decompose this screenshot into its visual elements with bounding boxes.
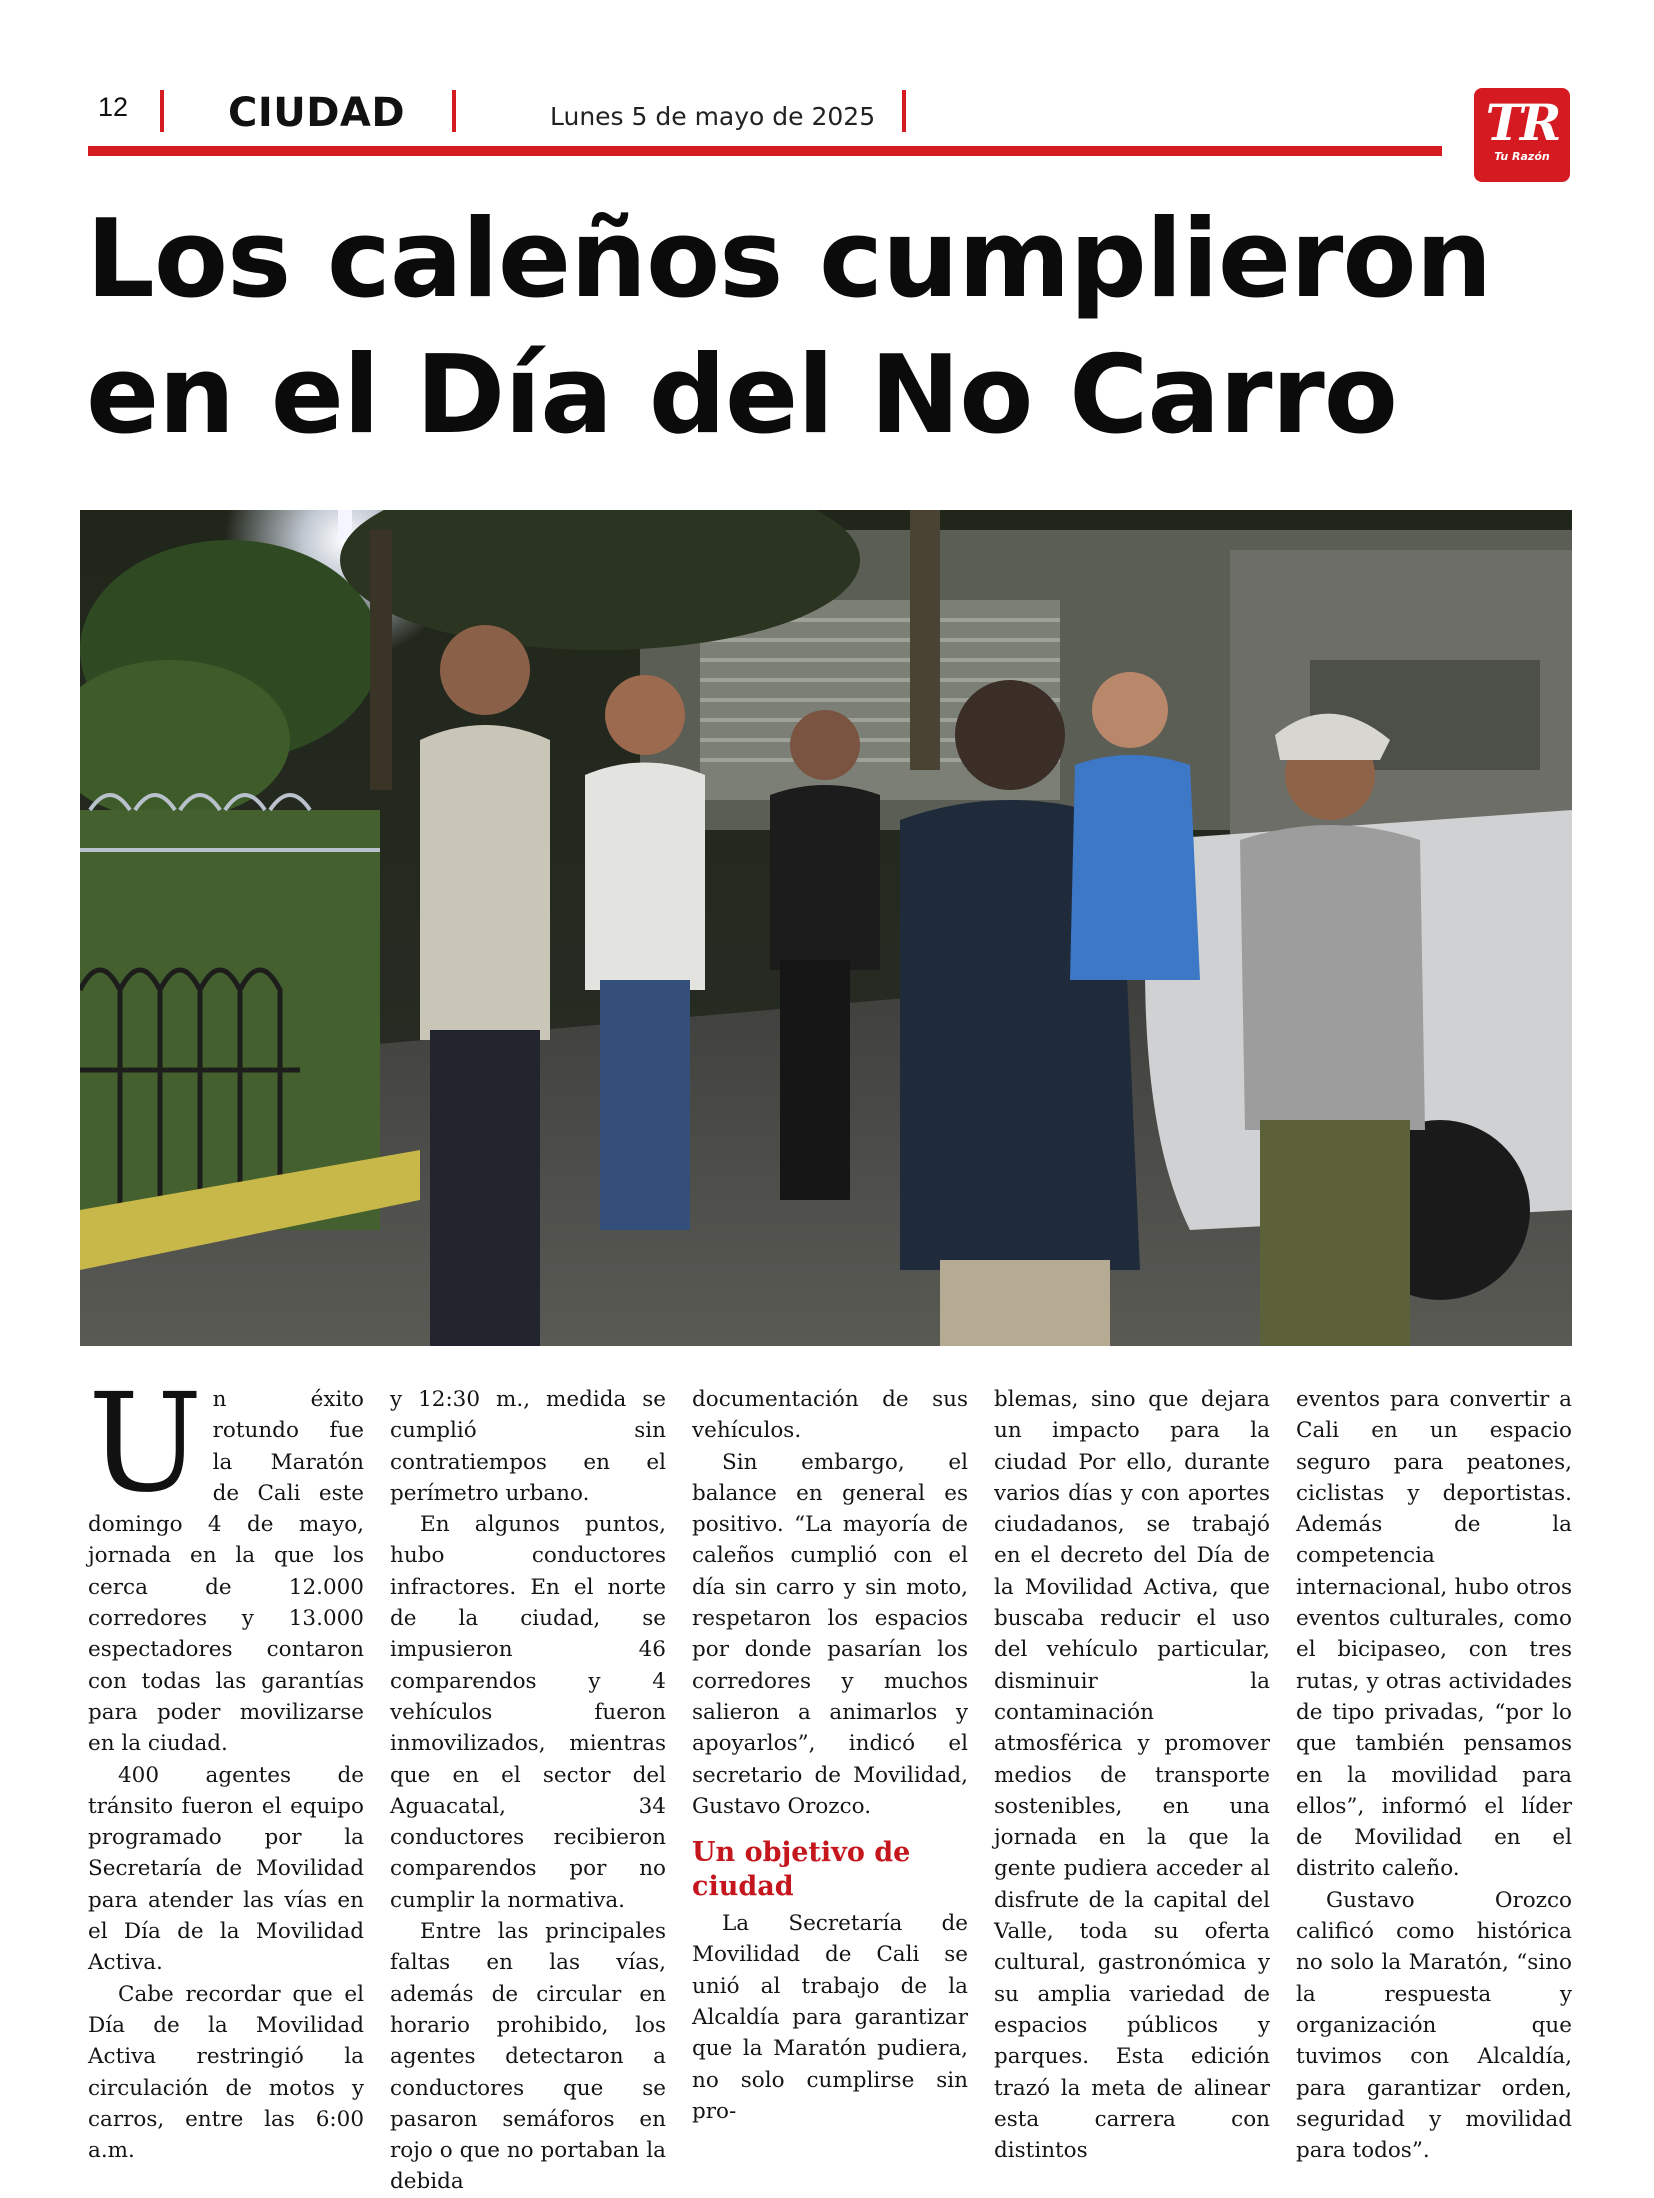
article-column-1: [88, 1365, 364, 2166]
article-paragraph: 400 agentes de tránsito fueron el equipo programado por la Secretaría de Movilidad para atender las vías en el Día de la Movilidad Activa.: [88, 1762, 364, 1976]
tu-razon-logo: [1474, 88, 1570, 182]
article-paragraph: documentación de sus vehículos.: [692, 1387, 968, 1444]
page-header: [88, 88, 1448, 150]
article-paragraph: En algunos puntos, hubo conductores infractores. En el norte de la ciudad, se impusieron 46 comparendos y 4 vehículos fueron inmovilizados, mientras que en el sector del Aguacatal, 34 conductores recibieron comparendos por no cumplir la normativa.: [390, 1512, 666, 1913]
headline-line-1: Los caleños cumplieron: [86, 197, 1492, 322]
article-paragraph: [88, 1365, 364, 1760]
article-paragraph: Entre las principales faltas en las vías, además de circular en horario prohibido, los agentes detectaron a conductores que se pasaron semáforos en rojo o que no portaban la debida: [390, 1919, 666, 2195]
article-subhead: Un objetivo de ciudad: [692, 1837, 911, 1903]
issue-date: Lunes 5 de mayo de 2025: [550, 102, 876, 131]
paragraph-text: n éxito rotundo fue la Maratón de Cali este domingo 4 de mayo, jornada en la que los cerca de 12.000 corredores y 13.000 espectadores contaron con todas las garantías para poder movilizarse en la ciudad.: [88, 1387, 364, 1757]
logo-mark: TR: [1485, 93, 1559, 152]
article-column-4: [994, 1384, 1270, 2166]
headline-line-2: en el Día del No Carro: [86, 333, 1397, 458]
header-divider: [452, 90, 456, 132]
article-column-2: [390, 1384, 666, 2198]
article-paragraph: Gustavo Orozco calificó como histórica no solo la Maratón, “sino la respuesta y organización que tuvimos con Alcaldía, para garantizar orden, seguridad y movilidad para todos”.: [1296, 1887, 1572, 2164]
article-paragraph: blemas, sino que dejara un impacto para la ciudad Por ello, durante varios días y con aportes ciudadanos, se trabajó en el decreto del Día de la Movilidad Activa, que buscaba reducir el uso del vehículo particular, disminuir la contaminación atmosférica y promover medios de transporte sostenibles, en una jornada en la que la gente pudiera acceder al disfrute de la capital del Valle, toda su oferta cultural, gastronómica y su amplia variedad de espacios públicos y parques. Esta edición trazó la meta de alinear esta carrera con distintos: [994, 1387, 1270, 2164]
article-paragraph: Cabe recordar que el Día de la Movilidad Activa restringió la circulación de motos y carros, entre las 6:00 a.m.: [88, 1981, 364, 2164]
article-column-3: [692, 1384, 968, 2127]
drop-cap: U: [88, 1365, 203, 1523]
headline: [86, 192, 1586, 464]
logo-text: Tu Razón: [1494, 150, 1550, 163]
article-column-5: [1296, 1384, 1572, 2166]
article-photo: [80, 510, 1572, 1346]
article-paragraph: La Secretaría de Movilidad de Cali se unió al trabajo de la Alcaldía para garantizar que la Maratón pudiera, no solo cumplirse sin pro-: [692, 1911, 968, 2124]
header-rule: [88, 146, 1442, 156]
section-title: CIUDAD: [228, 90, 406, 136]
article-paragraph: Sin embargo, el balance en general es positivo. “La mayoría de caleños cumplió con el día sin carro y sin moto, respetaron los espacios por donde pasarían los corredores y muchos salieron a animarlos y apoyarlos”, indicó el secretario de Movilidad, Gustavo Orozco.: [692, 1449, 968, 1819]
header-divider: [160, 90, 164, 132]
article-paragraph: y 12:30 m., medida se cumplió sin contratiempos en el perímetro urbano.: [390, 1387, 666, 1506]
article-paragraph: eventos para convertir a Cali en un espacio seguro para peatones, ciclistas y deportistas. Además de la competencia internacional, hubo otros eventos culturales, como el bicipaseo, con tres rutas, y otras actividades de tipo privadas, “por lo que también pensamos en la movilidad para ellos”, informó el líder de Movilidad en el distrito caleño.: [1296, 1387, 1572, 1882]
header-divider: [902, 90, 906, 132]
page-number: 12: [98, 92, 129, 122]
